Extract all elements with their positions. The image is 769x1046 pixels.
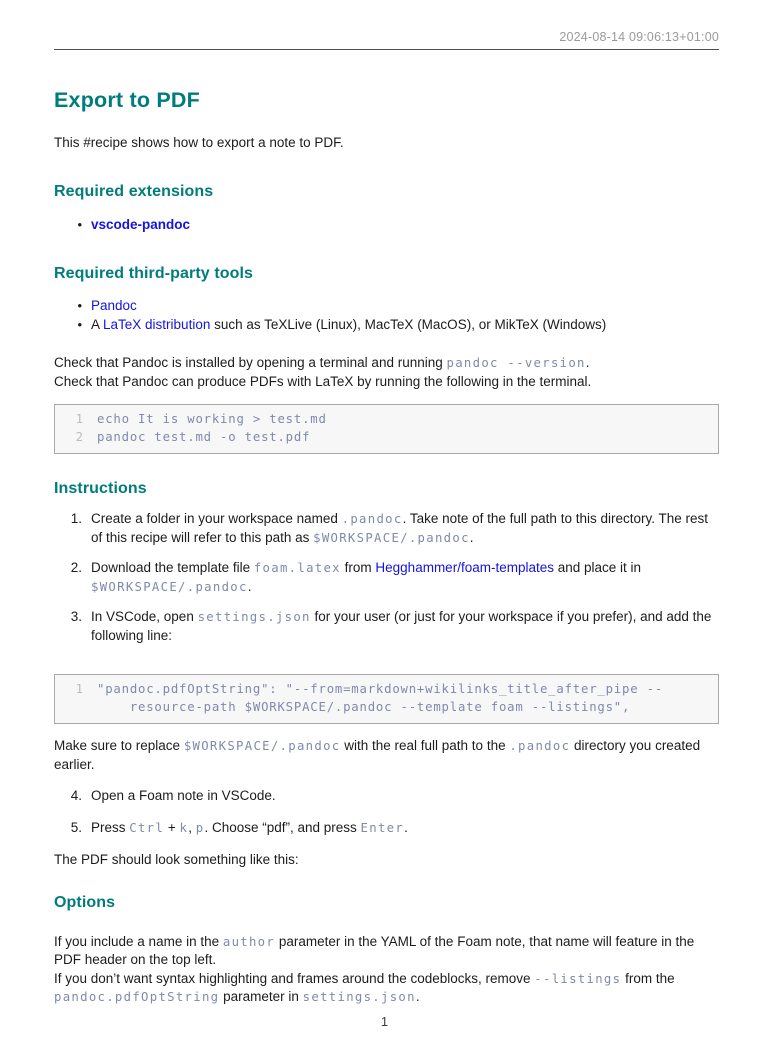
intro-paragraph: [54, 134, 719, 153]
code-line: [65, 429, 708, 447]
text-segment: Check that Pandoc can produce PDFs with LaTeX by running the following in the terminal.: [54, 373, 592, 389]
list-item-text: [91, 608, 719, 645]
list-item-text: [91, 559, 719, 596]
text-segment: parameter in: [219, 989, 303, 1004]
paragraph-line: [54, 933, 719, 970]
text-segment: from the: [621, 970, 675, 986]
make-sure-paragraph: [54, 737, 719, 774]
inline-code: .pandoc: [341, 512, 403, 526]
link[interactable]: Hegghammer/foam-templates: [375, 560, 554, 575]
text-segment: .: [404, 819, 408, 835]
item-number: 1.: [70, 511, 82, 526]
list-item: [54, 819, 719, 838]
item-number: 4.: [70, 788, 82, 803]
line-number: 1: [75, 412, 83, 426]
list-item: [54, 787, 719, 806]
text-segment: parameter in the YAML of the Foam note, that name will feature in the PDF header on the top left.: [54, 933, 695, 967]
bullet-marker: [54, 297, 91, 316]
line-number: [65, 699, 83, 717]
inline-code: pandoc --version: [446, 356, 586, 370]
text-segment: . Take note of the full path to this directory. The rest of this recipe will refer to this path as: [91, 511, 708, 545]
inline-code: $WORKSPACE: [91, 579, 179, 594]
required-extensions-list: [54, 216, 719, 235]
text-segment: ,: [188, 819, 196, 835]
header-timestamp: 2024-08-14 09:06:13+01:00: [559, 30, 719, 44]
list-item: [54, 510, 719, 547]
required-tools-list: [54, 297, 719, 334]
instructions-ordered-list-continued: [54, 787, 719, 837]
text-segment: such as TeXLive (Linux), MacTeX (MacOS), or MikTeX (Windows): [210, 316, 607, 332]
list-item-text: [91, 297, 719, 316]
text-segment: In VSCode, open: [91, 609, 198, 624]
code-text: resource-path $WORKSPACE/.pandoc --template foam --listings",: [97, 699, 631, 714]
inline-code: .pandoc: [509, 739, 571, 753]
check-pandoc-paragraph: [54, 354, 719, 391]
code-line: [65, 411, 708, 429]
text-segment: .: [247, 578, 252, 594]
link[interactable]: LaTeX distribution: [103, 316, 211, 332]
paragraph-line: [54, 373, 719, 392]
code-text: pandoc test.md -o test.pdf: [97, 429, 311, 444]
list-item: [54, 316, 719, 335]
text-segment: A: [91, 316, 104, 332]
inline-code: foam.latex: [253, 561, 341, 575]
text-segment: with the real full path to the: [340, 738, 510, 753]
inline-code: author: [222, 934, 276, 949]
section-heading-required-third-party-tools: Required third-party tools: [54, 265, 254, 282]
text-segment: for your user (or just for your workspace if you prefer), and add the following line:: [91, 609, 712, 643]
link[interactable]: vscode-pandoc: [91, 216, 191, 232]
paragraph-line: [54, 970, 719, 1007]
inline-code: k: [179, 820, 189, 835]
list-item-text: [91, 819, 719, 838]
code-text: echo It is working > test.md: [97, 412, 327, 426]
code-block-settings-json: [54, 674, 719, 724]
inline-code: --listings: [534, 971, 622, 986]
inline-code: settings.json: [197, 610, 311, 624]
text-segment: +: [164, 819, 180, 835]
list-item-text: [91, 316, 719, 335]
link[interactable]: Pandoc: [91, 298, 137, 313]
item-number: 5.: [70, 819, 82, 835]
list-item: [54, 297, 719, 316]
text-segment: directory you created earlier.: [54, 738, 701, 772]
list-item-text: [91, 216, 719, 235]
list-item-text: [91, 510, 719, 547]
code-line: [65, 681, 708, 699]
text-segment: Press: [91, 819, 130, 835]
section-heading-required-extensions: Required extensions: [54, 182, 214, 200]
code-line: [65, 699, 708, 717]
inline-code: Enter: [360, 820, 405, 835]
inline-code: $WORKSPACE/.pandoc: [183, 739, 341, 753]
text-segment: Check that Pandoc is installed by opening a terminal and running: [54, 355, 447, 370]
options-paragraph: [54, 933, 719, 1007]
item-number: 3.: [70, 609, 82, 624]
page-footer: [0, 1014, 769, 1029]
text-segment: This #recipe shows how to export a note to PDF.: [54, 135, 344, 150]
text-segment: .: [415, 989, 420, 1004]
text-segment: and place it in: [553, 560, 642, 575]
line-number: 2: [75, 429, 83, 444]
list-item: [54, 608, 719, 645]
line-number: 1: [75, 682, 83, 696]
text-segment: Create a folder in your workspace named: [91, 511, 342, 526]
item-number: 2.: [70, 560, 82, 575]
text-segment: The PDF should look something like this:: [54, 852, 299, 867]
list-item: [54, 559, 719, 596]
pdf-look-paragraph: [54, 851, 719, 870]
paragraph-line: [54, 354, 719, 373]
inline-code: pandoc.pdfOptString: [54, 990, 220, 1004]
text-segment: . Choose “pdf”, and press: [204, 819, 361, 835]
list-item-text: [91, 787, 719, 806]
inline-code: p: [195, 820, 205, 835]
bullet-marker: [54, 316, 91, 335]
page-header: [54, 0, 719, 50]
text-segment: Open a Foam note in VSCode.: [91, 788, 276, 803]
page-number: 1: [380, 1014, 389, 1029]
code-block-terminal-test: [54, 404, 719, 454]
text-segment: Download the template file: [91, 560, 254, 575]
bullet-marker: [54, 216, 91, 235]
section-heading-options: Options: [54, 893, 116, 911]
text-segment: Make sure to replace: [54, 738, 184, 753]
text-segment: If you include a name in the: [54, 933, 223, 949]
code-text: "pandoc.pdfOptString": "--from=markdown+wikilinks_title_after_pipe --: [97, 682, 664, 696]
inline-code: /.pandoc: [178, 579, 248, 594]
text-segment: from: [340, 560, 376, 575]
text-segment: If you don’t want syntax highlighting and frames around the codeblocks, remove: [54, 970, 535, 986]
inline-code: $WORKSPACE/.pandoc: [313, 530, 470, 545]
inline-code: Ctrl: [129, 820, 165, 835]
instructions-ordered-list: [54, 510, 719, 645]
page-title: Export to PDF: [54, 88, 200, 112]
inline-code: settings.json: [302, 990, 416, 1004]
text-segment: .: [469, 529, 474, 545]
section-heading-instructions: Instructions: [54, 480, 147, 497]
text-segment: .: [585, 355, 590, 370]
list-item: [54, 216, 719, 235]
